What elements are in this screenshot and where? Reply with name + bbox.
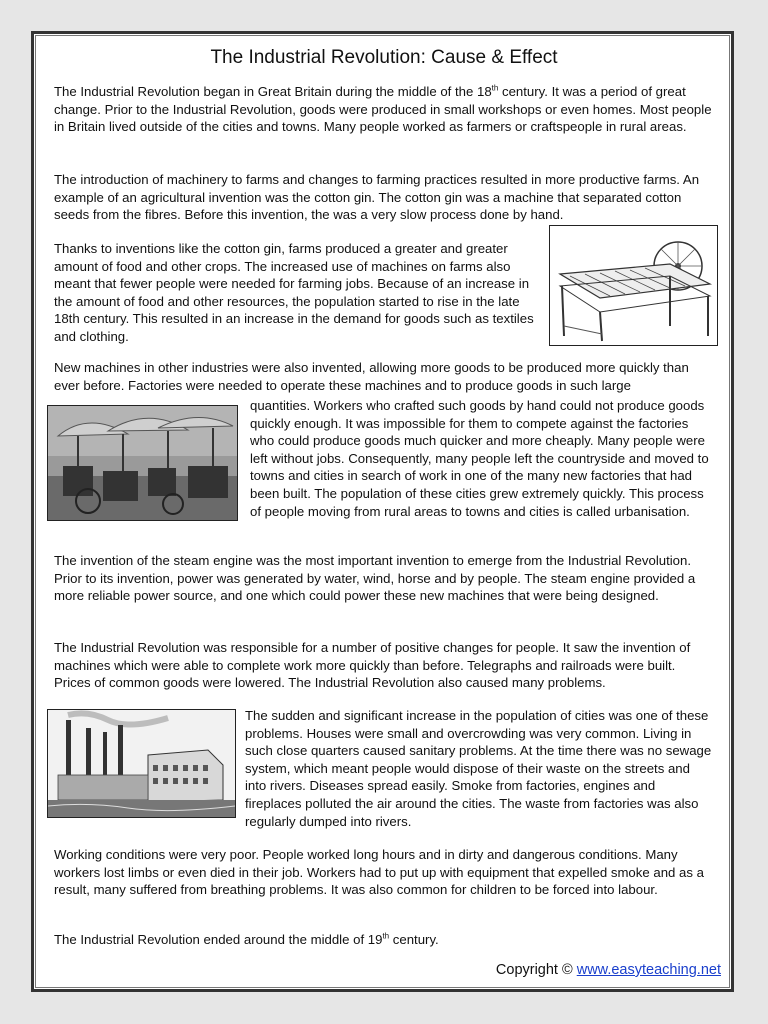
copyright-link[interactable]: www.easyteaching.net xyxy=(576,962,721,978)
paragraph-problems: The sudden and significant increase in the population of cities was one of these problems. Houses were small and overcrowding was very common. Living in such close quarters caused sanitary problems. At the time there was no sewage system, which meant people would dispose of their waste on the streets and into rivers. Diseases spread easily. Smoke from factories, engines and fireplaces polluted the air around the cities. The waste from factories was also regularly dumped into rivers. xyxy=(245,708,712,829)
factory-interior-image xyxy=(47,405,238,521)
paragraph-factories-lead: New machines in other industries were also invented, allowing more goods to be produced more quickly than ever before. Factories were needed to operate these machines and to produce goods in such large xyxy=(54,360,689,393)
industrial-town-image xyxy=(47,709,236,818)
copyright-footer xyxy=(496,962,721,978)
paragraph-factories: quantities. Workers who crafted such goods by hand could not produce goods quickly enough. It was impossible for them to compete against the factories who could produce goods much quicker and more cheaply. Many people were left without jobs. Consequently, many people left the countryside and moved to towns and cities in search of work in one of the many new factories that had been built. The population of these cities grew extremely quickly. This process of people moving from rural areas to towns and cities is called urbanisation. xyxy=(250,398,709,519)
paragraph-conclusion: The Industrial Revolution ended around the middle of 19th century. xyxy=(54,931,439,947)
spinning-machine-image xyxy=(549,225,718,346)
copyright-label: Copyright © xyxy=(495,962,573,978)
paragraph-steam-engine: The invention of the steam engine was the most important invention to emerge from the Industrial Revolution. Prior to its invention, power was generated by water, wind, horse and by people. The steam engine provided a more reliable power source, and one which could power these new machines that were being designed. xyxy=(54,553,696,604)
paragraph-working-conditions: Working conditions were very poor. People worked long hours and in dirty and dangerous conditions. Many workers lost limbs or even died in their job. Workers had to put up with equipment that expelled smoke and as a result, many suffered from breathing problems. It was also common for children to be forced into labour. xyxy=(54,847,704,898)
paragraph-intro: The Industrial Revolution began in Great Britain during the middle of the 18th century. It was a period of great change. Prior to the Industrial Revolution, goods were produced in small workshops or even homes. Most people in Britain lived outside of the cities and towns. Many people worked as farmers or craftspeople in rural areas. xyxy=(54,83,712,135)
paragraph-positive-changes: The Industrial Revolution was responsible for a number of positive changes for people. It saw the invention of machines which were able to complete work more quickly than before. Telegraphs and railroads were built. Prices of common goods were lowered. The Industrial Revolution also caused many problems. xyxy=(54,640,691,691)
paragraph-agriculture: The introduction of machinery to farms and changes to farming practices resulted in more productive farms. An example of an agricultural invention was the cotton gin. The cotton gin was a machine that separated cotton seeds from the fibres. Before this invention, the was a very slow process done by hand. xyxy=(54,172,700,223)
page-title: The Industrial Revolution: Cause & Effect xyxy=(210,47,558,68)
paragraph-population: Thanks to inventions like the cotton gin, farms produced a greater and greater amount of food and other crops. The increased use of machines on farms also meant that fewer people were needed for farming jobs. Because of an increase in the amount of food and other resources, the population started to rise in the late 18th century. This resulted in an increase in the demand for goods such as textiles and clothing. xyxy=(54,241,534,344)
